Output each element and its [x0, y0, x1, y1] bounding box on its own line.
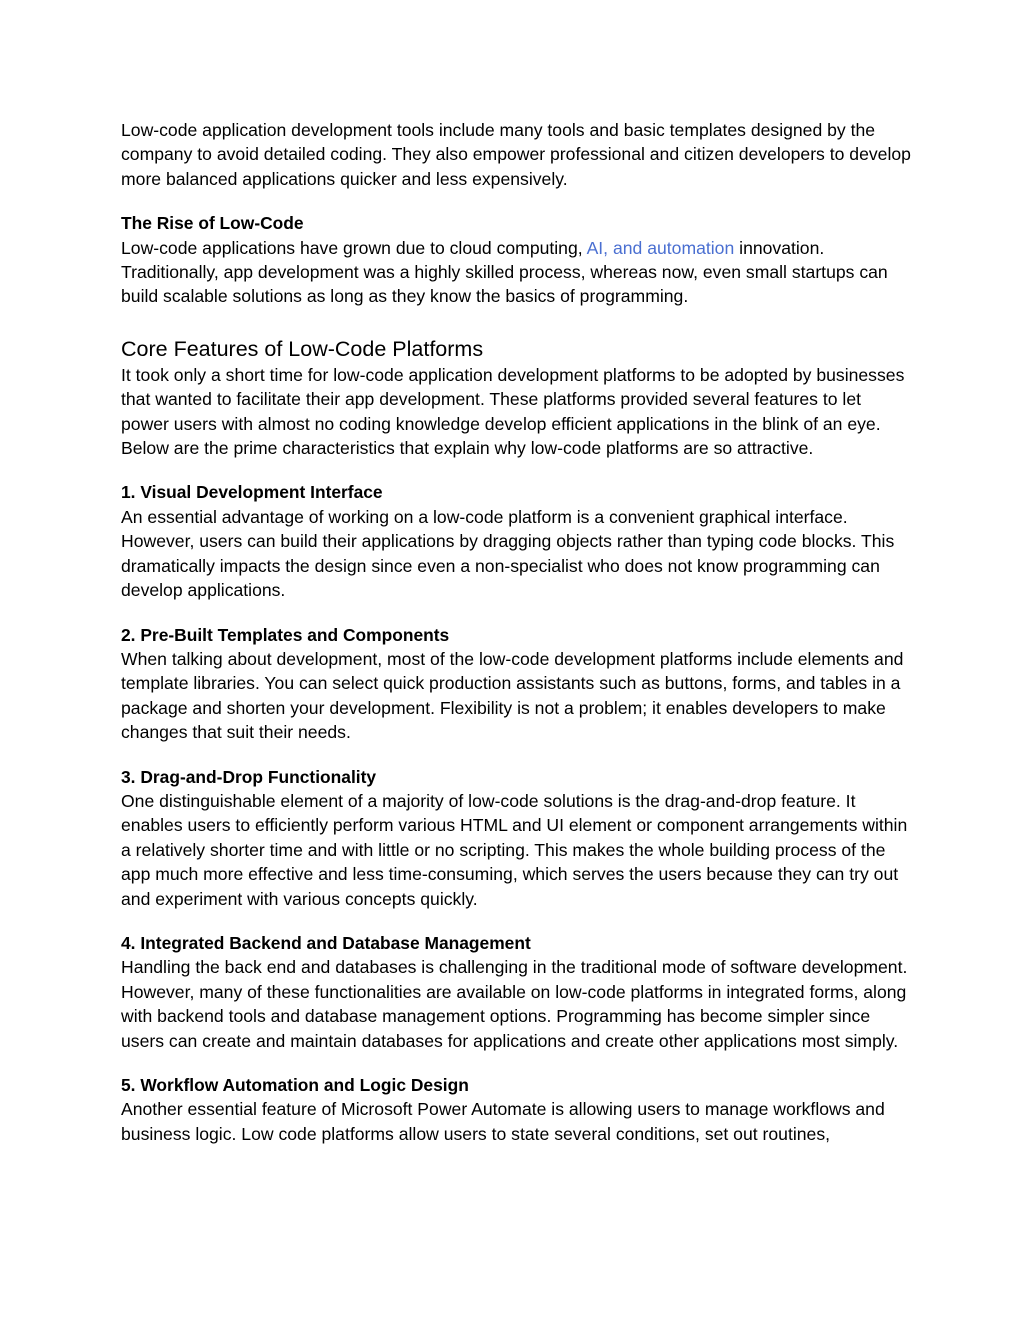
rise-section	[121, 211, 911, 309]
feature-paragraph: One distinguishable element of a majority of low-code solutions is the drag-and-drop feature. It enables users to efficiently perform various HTML and UI element or component arrangements within a relatively shorter time and with little or no scripting. This makes the whole building process of the app much more effective and less time-consuming, which serves the users because they can try out and experiment with various concepts quickly.	[121, 790, 908, 909]
core-section	[121, 335, 911, 461]
core-paragraph: It took only a short time for low-code application development platforms to be adopted by businesses that wanted to facilitate their app development. These platforms provided several features to let power users with almost no coding knowledge develop efficient applications in the blink of an eye. Below are the prime characteristics that explain why low-code platforms are so attractive.	[121, 364, 905, 459]
feature-paragraph: Another essential feature of Microsoft Power Automate is allowing users to manage workflows and business logic. Low code platforms allow users to state several conditions, set out routines,	[121, 1099, 885, 1144]
feature-section-2	[121, 623, 911, 745]
feature-heading: 3. Drag-and-Drop Functionality	[121, 766, 377, 787]
feature-section-1	[121, 480, 911, 602]
document-page	[121, 118, 911, 1146]
ai-automation-link[interactable]: AI, and automation	[586, 237, 735, 258]
feature-heading: 5. Workflow Automation and Logic Design	[121, 1075, 469, 1095]
intro-paragraph: Low-code application development tools include many tools and basic templates designed by the company to avoid detailed coding. They also empower professional and citizen developers to develop more balanced applications quicker and less expensively.	[121, 120, 911, 189]
rise-heading: The Rise of Low-Code	[121, 213, 304, 234]
core-heading: Core Features of Low-Code Platforms	[121, 336, 484, 361]
rise-paragraph	[121, 236, 911, 309]
feature-section-5	[121, 1073, 911, 1146]
feature-paragraph: When talking about development, most of the low-code development platforms include elements and template libraries. You can select quick production assistants such as buttons, forms, and tables in a package and shorten your development. Flexibility is not a problem; it enables developers to make changes that suit their needs.	[121, 648, 904, 743]
feature-heading: 2. Pre-Built Templates and Components	[121, 624, 450, 645]
feature-section-4	[121, 931, 911, 1053]
rise-text-after-link: innovation. Traditionally, app development was a highly skilled process, whereas now, even small startups can build scalable solutions as long as they know the basics of programming.	[121, 237, 888, 307]
feature-paragraph: Handling the back end and databases is challenging in the traditional mode of software development. However, many of these functionalities are available on low-code platforms in integrated forms, along with backend tools and database management options. Programming has become simpler since users can create and maintain databases for applications and create other applications most simply.	[121, 957, 908, 1051]
feature-heading: 4. Integrated Backend and Database Management	[121, 932, 531, 953]
feature-heading: 1. Visual Development Interface	[121, 482, 383, 503]
feature-section-3	[121, 765, 911, 911]
rise-text-before-link: Low-code applications have grown due to cloud computing,	[121, 237, 587, 258]
feature-paragraph: An essential advantage of working on a low-code platform is a convenient graphical interface. However, users can build their applications by dragging objects rather than typing code blocks. This dramatically impacts the design since even a non-specialist who does not know programming can develop applications.	[121, 506, 895, 601]
